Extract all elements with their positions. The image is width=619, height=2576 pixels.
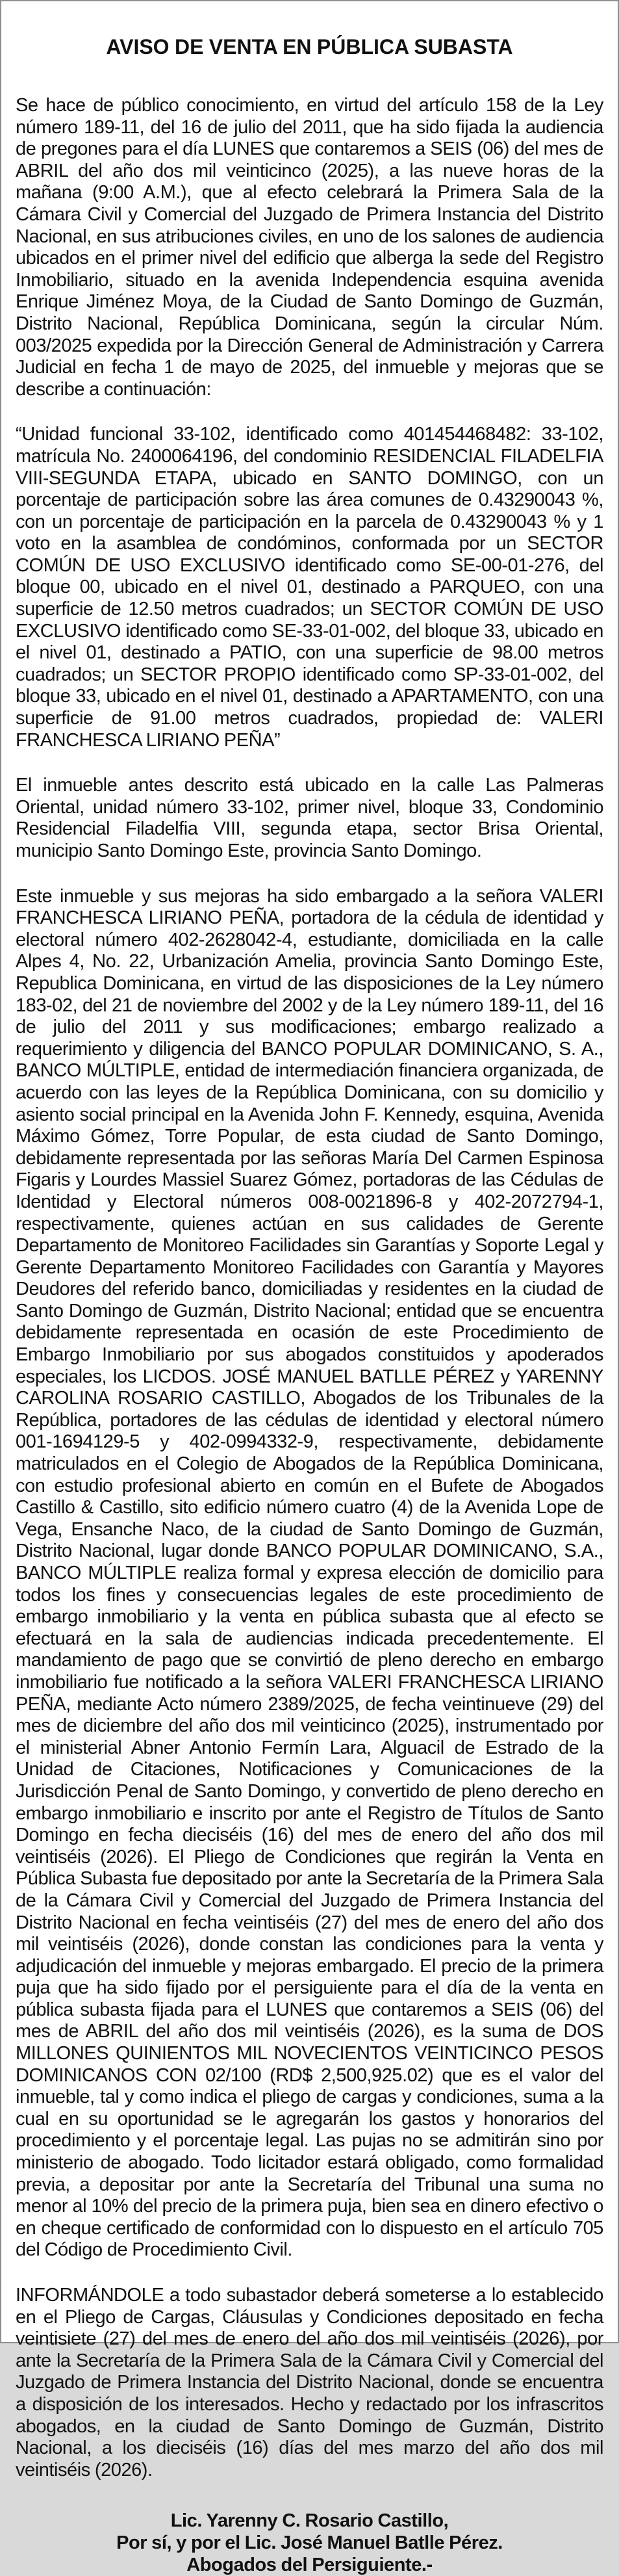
intro-paragraph: Se hace de público conocimiento, en virtud del artículo 158 de la Ley número 189-11, del 16 de julio del 2011, que ha sido fijada la audiencia de pregones para el día LUNES que contaremos a SEIS (06) del mes de ABRIL del año dos mil veinticinco (2025), a las nueve horas de la mañana (9:00 A.M.), que al efecto celebrará la Primera Sala de la Cámara Civil y Comercial del Juzgado de Primera Instancia del Distrito Nacional, en sus atribuciones civiles, en uno de los salones de audiencia ubicados en el primer nivel del edificio que alberga la sede del Registro Inmobiliario, situado en la avenida Independencia esquina avenida Enrique Jiménez Moya, de la Ciudad de Santo Domingo de Guzmán, Distrito Nacional, República Dominicana, según la circular Núm. 003/2025 expedida por la Dirección General de Administración y Carrera Judicial en fecha 1 de mayo de 2025, del inmueble y mejoras que se describe a continuación: — [16, 95, 603, 400]
signature-line-1: Lic. Yarenny C. Rosario Castillo, — [170, 2510, 449, 2532]
property-description-paragraph: “Unidad funcional 33-102, identificado como 401454468482: 33-102, matrícula No. 2400064196, del condominio RESIDENCIAL FILADELFIA VIII-SEGUNDA ETAPA, ubicado en SANTO DOMINGO, con un porcentaje de participación sobre las área comunes de 0.43290043 %, con un porcentaje de participación en la parcela de 0.43290043 % y 1 voto en la asamblea de condóminos, conformada por un SECTOR COMÚN DE USO EXCLUSIVO identificado como SE-00-01-276, del bloque 00, ubicado en el nivel 01, destinado a PARQUEO, con una superficie de 12.50 metros cuadrados; un SECTOR COMÚN DE USO EXCLUSIVO identificado como SE-33-01-002, del bloque 33, ubicado en el nivel 01, destinado a PATIO, con una superficie de 98.00 metros cuadrados; un SECTOR PROPIO identificado como SP-33-01-002, del bloque 33, ubicado en el nivel 01, destinado a APARTAMENTO, con una superficie de 91.00 metros cuadrados, propiedad de: VALERI FRANCHESCA LIRIANO PEÑA” — [16, 424, 603, 751]
signature-line-3: Abogados del Persiguiente.- — [186, 2555, 433, 2576]
signature-line-2: Por sí, y por el Lic. José Manuel Batlle Pérez. — [116, 2532, 503, 2554]
notice-title: AVISO DE VENTA EN PÚBLICA SUBASTA — [106, 35, 513, 59]
signature-block — [16, 2510, 603, 2576]
closing-paragraph: INFORMÁNDOLE a todo subastador deberá someterse a lo establecido en el Pliego de Cargas, Cláusulas y Condiciones depositado en fecha veintisiete (27) del mes de enero del año dos mil veintiséis (2026), por ante la Secretaría de la Primera Sala de la Cámara Civil y Comercial del Juzgado de Primera Instancia del Distrito Nacional, donde se encuentra a disposición de los interesados. Hecho y redactado por los infrascritos abogados, en la ciudad de Santo Domingo de Guzmán, Distrito Nacional, a los dieciséis (16) días del mes marzo del año dos mil veintiséis (2026). — [16, 2285, 603, 2480]
property-location-paragraph: El inmueble antes descrito está ubicado en la calle Las Palmeras Oriental, unidad número 33-102, primer nivel, bloque 33, Condominio Residencial Filadelfia VIII, segunda etapa, sector Brisa Oriental, municipio Santo Domingo Este, provincia Santo Domingo. — [16, 775, 603, 861]
seizure-details-paragraph: Este inmueble y sus mejoras ha sido embargado a la señora VALERI FRANCHESCA LIRIANO PEÑA, portadora de la cédula de identidad y electoral número 402-2628042-4, estudiante, domiciliada en la calle Alpes 4, No. 22, Urbanización Amelia, provincia Santo Domingo Este, Republica Dominicana, en virtud de las disposiciones de la Ley número 183-02, del 21 de noviembre del 2002 y de la Ley número 189-11, del 16 de julio del 2011 y sus modificaciones; embargo realizado a requerimiento y diligencia del BANCO POPULAR DOMINICANO, S. A., BANCO MÚLTIPLE, entidad de intermediación financiera organizada, de acuerdo con las leyes de la República Dominicana, con su domicilio y asiento social principal en la Avenida John F. Kennedy, esquina, Avenida Máximo Gómez, Torre Popular, de esta ciudad de Santo Domingo, debidamente representada por las señoras María Del Carmen Espinosa Figaris y Lourdes Massiel Suarez Gómez, portadoras de las Cédulas de Identidad y Electoral números 008-0021896-8 y 402-2072794-1, respectivamente, quienes actúan en sus calidades de Gerente Departamento de Monitoreo Facilidades sin Garantías y Soporte Legal y Gerente Departamento Monitoreo Facilidades con Garantía y Mayores Deudores del referido banco, domiciliadas y residentes en la ciudad de Santo Domingo de Guzmán, Distrito Nacional; entidad que se encuentra debidamente representada en ocasión de este Procedimiento de Embargo Inmobiliario por sus abogados constituidos y apoderados especiales, los LICDOS. JOSÉ MANUEL BATLLE PÉREZ y YARENNY CAROLINA ROSARIO CASTILLO, Abogados de los Tribunales de la República, portadores de las cédulas de identidad y electoral número 001-1694129-5 y 402-0994332-9, respectivamente, debidamente matriculados en el Colegio de Abogados de la República Dominicana, con estudio profesional abierto en común en el Bufete de Abogados Castillo & Castillo, sito edificio número cuatro (4) de la Avenida Lope de Vega, Ensanche Naco, de la ciudad de Santo Domingo de Guzmán, Distrito Nacional, lugar donde BANCO POPULAR DOMINICANO, S.A., BANCO MÚLTIPLE realiza formal y expresa elección de domicilio para todos los fines y consecuencias legales de este procedimiento de embargo inmobiliario y la venta en pública subasta que al efecto se efectuará en la sala de audiencias indicada precedentemente. El mandamiento de pago que se convirtió de pleno derecho en embargo inmobiliario fue notificado a la señora VALERI FRANCHESCA LIRIANO PEÑA, mediante Acto número 2389/2025, de fecha veintinueve (29) del mes de diciembre del año dos mil veinticinco (2025), instrumentado por el ministerial Abner Antonio Fermín Lara, Alguacil de Estrado de la Unidad de Citaciones, Notificaciones y Comunicaciones de la Jurisdicción Penal de Santo Domingo, y convertido de pleno derecho en embargo inmobiliario e inscrito por ante el Registro de Títulos de Santo Domingo en fecha dieciséis (16) del mes de enero del año dos mil veintiséis (2026). El Pliego de Condiciones que regirán la Venta en Pública Subasta fue depositado por ante la Secretaría de la Primera Sala de la Cámara Civil y Comercial del Juzgado de Primera Instancia del Distrito Nacional en fecha veintiséis (27) del mes de enero del año dos mil veintiséis (2026), donde constan las condiciones para la venta y adjudicación del inmueble y mejoras embargado. El precio de la primera puja que ha sido fijado por el persiguiente para el día de la venta en pública subasta fijada para el LUNES que contaremos a SEIS (06) del mes de ABRIL del año dos mil veintiséis (2026), es la suma de DOS MILLONES QUINIENTOS MIL NOVECIENTOS VEINTICINCO PESOS DOMINICANOS CON 02/100 (RD$ 2,500,925.02) que es el valor del inmueble, tal y como indica el pliego de cargas y condiciones, suma a la cual en su oportunidad se le agregarán los gastos y honorarios del procedimiento y el porcentaje legal. Las pujas no se admitirán sino por ministerio de abogado. Todo licitador estará obligado, como formalidad previa, a depositar por ante la Secretaría del Tribunal una suma no menor al 10% del precio de la primera puja, bien sea en dinero efectivo o en cheque certificado de conformidad con lo dispuesto en el artículo 705 del Código de Procedimiento Civil. — [16, 885, 603, 2261]
